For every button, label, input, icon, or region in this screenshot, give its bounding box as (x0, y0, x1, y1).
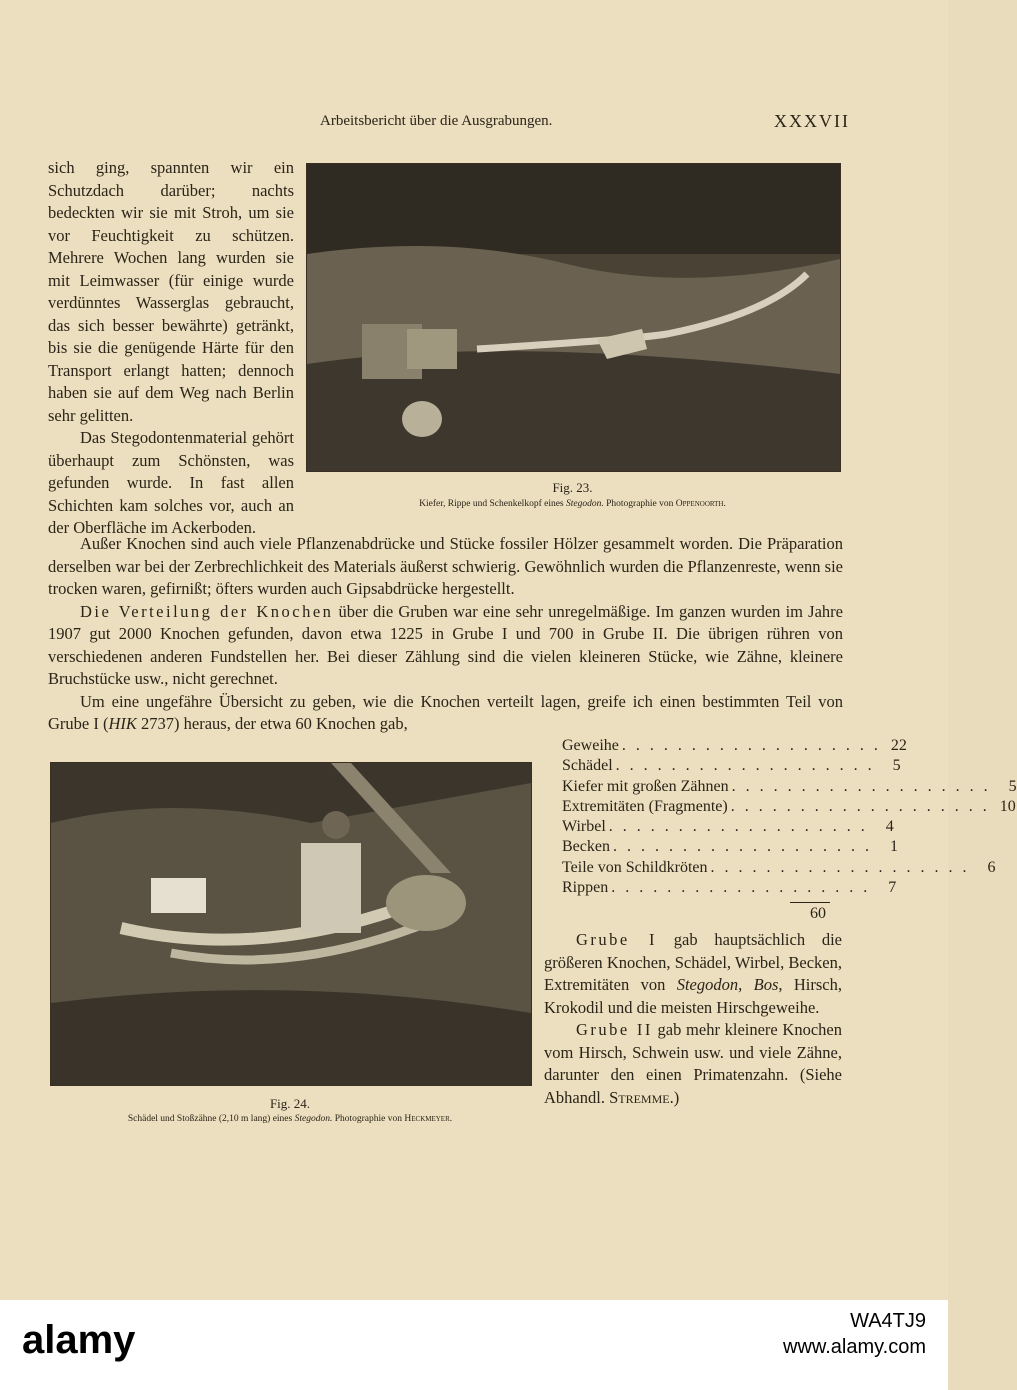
figure-23-number: Fig. 23. (552, 480, 593, 495)
excavation-photo-skull-tusks (51, 763, 531, 1085)
table-row: Wirbel . . . . . . . . . . . . . . . . . . . 4 (562, 818, 894, 836)
watermark-url: www.alamy.com (783, 1336, 926, 1358)
paragraph: Das Stegodontenmaterial gehört überhaupt zum Schönsten, was gefunden wurde. In fast allen Schichten kam solches vor, auch an der Oberfläche im Ackerboden. (48, 428, 294, 537)
page-header (0, 113, 948, 133)
paragraph: Grube II gab mehr kleinere Knochen vom Hirsch, Schwein usw. und viele Zähne, darunter den einen Primatenzahn. (Siehe Abhandl. Stremme.) (544, 1020, 842, 1107)
bone-count-total: 60 (810, 905, 826, 922)
page-number: XXXVII (774, 111, 850, 131)
running-title: Arbeitsbericht über die Ausgrabungen. (320, 113, 553, 129)
watermark-banner (0, 1300, 948, 1390)
paragraph: Außer Knochen sind auch viele Pflanzenabdrücke und Stücke fossiler Hölzer gesammelt worden. Die Präparation derselben war bei der Zerbrechlichkeit des Materials äußerst schwierig. Gewöhnlich wurden die Pflanzenreste, wenn sie trocken waren, gefirnißt; öfters wurden auch Gipsabdrücke hergestellt. (48, 534, 843, 598)
table-row: Becken . . . . . . . . . . . . . . . . . . . 1 (562, 838, 898, 856)
excavation-photo-jaw-rib (307, 164, 840, 471)
alamy-logo: alamy (22, 1318, 136, 1362)
figure-24-number: Fig. 24. (269, 1096, 311, 1111)
table-row: Kiefer mit großen Zähnen . . . . . . . . . . . . . . . . . . . 5 (562, 777, 1017, 795)
figure-24-photo (50, 762, 532, 1086)
figure-23-caption: Kiefer, Rippe und Schenkelkopf eines Stegodon. Photographie von Oppenoorth. (419, 499, 726, 509)
table-row: Teile von Schildkröten . . . . . . . . . . . . . . . . . . . 6 (562, 858, 996, 876)
paragraph: Grube I gab hauptsächlich die größeren Knochen, Schädel, Wirbel, Becken, Extremitäten von Stegodon, Bos, Hirsch, Krokodil und die meisten Hirschgeweihe. (544, 930, 843, 1017)
sum-rule (790, 902, 830, 903)
figure-23-photo (306, 163, 841, 472)
image-id: WA4TJ9 (850, 1310, 926, 1332)
table-row: Geweihe . . . . . . . . . . . . . . . . . . . 22 (562, 737, 907, 754)
bone-count-table (562, 737, 1017, 899)
table-row: Extremitäten (Fragmente) . . . . . . . . . . . . . . . . . . . 10 (562, 797, 1016, 815)
left-column-text (48, 157, 294, 540)
paragraph: sich ging, spannten wir ein Schutzdach darüber; nachts bedeckten wir sie mit Stroh, um sie vor Feuchtigkeit zu schützen. Mehrere Wochen lang wurden sie mit Leimwasser (für einige wurde verdünntes Wasserglas gebraucht, das sich besser bewährte) getränkt, bis sie die genügende Härte für den Transport erlangt hatten; dennoch haben sie auf dem Weg nach Berlin sehr gelitten. (48, 158, 294, 425)
figure-24-caption: Schädel und Stoßzähne (2,10 m lang) eines Stegodon. Photographie von Heckmeyer. (127, 1114, 453, 1124)
watermark-info (783, 1308, 926, 1360)
table-row: Rippen . . . . . . . . . . . . . . . . . . . 7 (562, 879, 897, 897)
paragraph: Die Verteilung der Knochen über die Gruben war eine sehr unregelmäßige. Im ganzen wurden im Jahre 1907 gut 2000 Knochen gefunden, davon etwa 1225 in Grube I und 700 in Grube II. Die übrigen rühren von verschiedenen anderen Fundstellen her. Bei dieser Zählung sind die vielen kleineren Stücke, wie Zähne, kleinere Bruchstücke usw., nicht gerechnet. (48, 601, 843, 688)
table-row: Schädel . . . . . . . . . . . . . . . . . . . 5 (562, 757, 901, 775)
paragraph: Um eine ungefähre Übersicht zu geben, wie die Knochen verteilt lagen, greife ich einen bestimmten Teil von Grube I (HIK 2737) heraus, der etwa 60 Knochen gab, (48, 691, 843, 733)
main-text (48, 533, 843, 736)
right-column-text (544, 929, 842, 1109)
